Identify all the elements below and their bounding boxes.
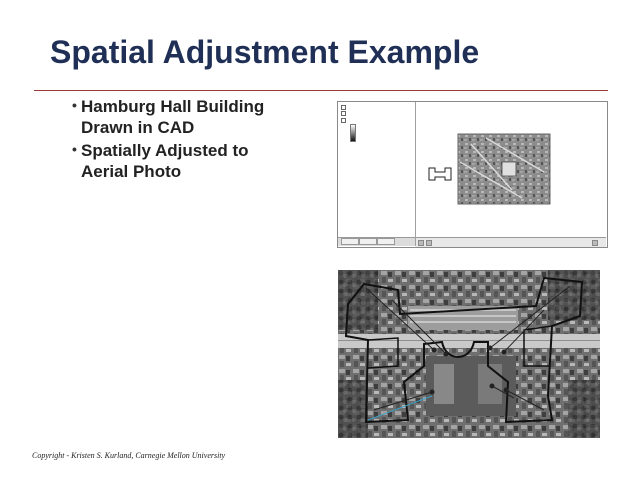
map-status-bar — [416, 237, 606, 247]
toc-tab — [377, 238, 395, 245]
bullet-text-line: Spatially Adjusted to — [81, 141, 249, 160]
layer-checkbox-icon — [341, 111, 346, 116]
zoom-button-icon — [426, 240, 432, 246]
toc-row — [341, 105, 346, 109]
toc-row — [341, 111, 346, 115]
zoom-button-icon — [592, 240, 598, 246]
cad-building-outline-thumbnail — [429, 168, 451, 180]
title-divider — [34, 90, 608, 91]
copyright-notice: Copyright - Kristen S. Kurland, Carnegie Mellon University — [32, 451, 226, 460]
bullet-dot-icon: • — [72, 141, 77, 157]
bullet-item — [72, 140, 322, 182]
map-canvas — [416, 102, 606, 237]
layer-checkbox-icon — [341, 118, 346, 123]
toc-tab-strip — [338, 237, 415, 246]
bullet-dot-icon: • — [72, 97, 77, 113]
layer-checkbox-icon — [341, 105, 346, 110]
bullet-item — [72, 96, 322, 138]
bullet-list — [72, 96, 322, 184]
bullet-text-line: Aerial Photo — [81, 162, 182, 181]
zoom-button-icon — [418, 240, 424, 246]
toc-tab — [341, 238, 359, 245]
aerial-photo-canvas — [338, 270, 600, 438]
bullet-text-line: Hamburg Hall Building — [81, 97, 265, 116]
map-display-area — [416, 102, 606, 237]
toc-row — [341, 118, 346, 122]
toc-tab — [359, 238, 377, 245]
aerial-photo — [338, 270, 600, 438]
table-of-contents-pane — [338, 102, 416, 246]
gis-screenshot-thumbnail — [337, 101, 608, 248]
bullet-text-line: Drawn in CAD — [81, 118, 195, 137]
slide-title: Spatial Adjustment Example — [50, 34, 480, 70]
raster-ramp-icon — [350, 124, 356, 142]
